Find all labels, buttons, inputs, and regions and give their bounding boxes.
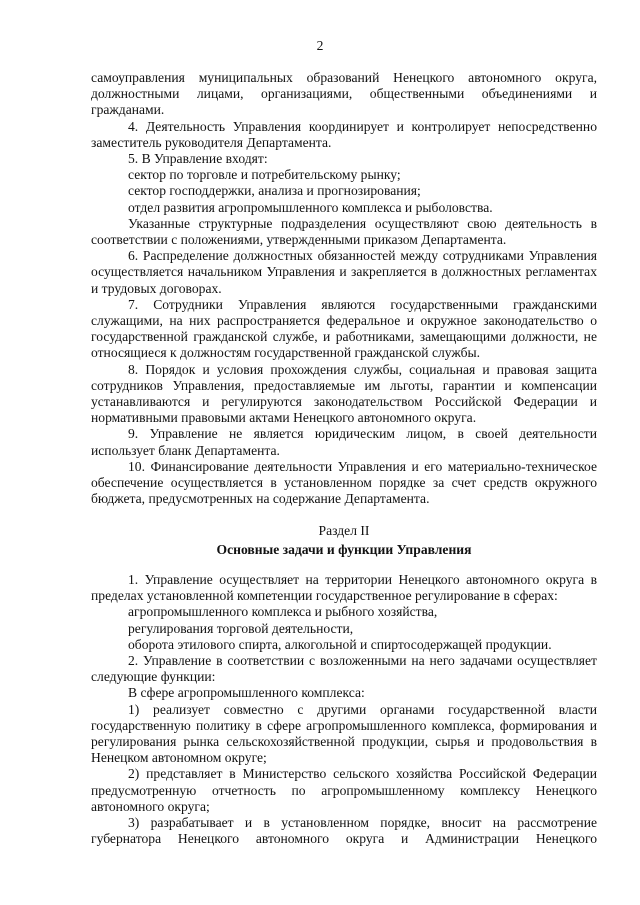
paragraph: оборота этилового спирта, алкогольной и спиртосодержащей продукции. [128,636,552,652]
paragraph: 1. Управление осуществляет на территории Ненецкого автономного округа в пределах установленной компетенции государственное регулирование в сферах: [91,571,597,604]
paragraph: 7. Сотрудники Управления являются государственными гражданскими служащими, на них распространяется федеральное и окружное законодательство о государственной гражданской службе, и работниками, замещающими должности, не относящиеся к должностям государственной гражданской службы. [91,296,597,361]
paragraph: самоуправления муниципальных образований Ненецкого автономного округа, должностными лицами, организациями, общественными объединениями и гражданами. [91,70,597,118]
document-body [91,70,597,847]
paragraph: регулирования торговой деятельности, [128,620,354,636]
paragraphs-bottom [91,572,597,847]
paragraph: 6. Распределение должностных обязанностей между сотрудниками Управления осуществляется начальником Управления и закрепляется в должностных регламентах и трудовых договорах. [91,248,597,296]
paragraph: 1) реализует совместно с другими органами государственной власти государственную политику в сфере агропромышленного комплекса, формирования и регулирования рынка сельскохозяйственной продукции, сырья и продовольствия в Ненецком автономном округе; [91,701,597,766]
section-title: Основные задачи и функции Управления [216,541,472,557]
section-label: Раздел II [318,523,370,539]
paragraph: 2) представляет в Министерство сельского хозяйства Российской Федерации предусмотренную отчетность по агропромышленному комплексу Ненецкого автономного округа; [91,766,597,814]
paragraph: 3) разрабатывает и в установленном порядке, вносит на рассмотрение губернатора Ненецкого автономного округа и Администрации Ненецкого [91,814,597,847]
paragraph: сектор по торговле и потребительскому рынку; [128,167,401,183]
paragraph: 4. Деятельность Управления координирует и контролирует непосредственно заместитель руководителя Департамента. [91,118,597,150]
paragraph: 8. Порядок и условия прохождения службы, социальная и правовая защита сотрудников Управления, предоставляемые им льготы, гарантии и компенсации устанавливаются и регулируются законодательством Российской Федерации и нормативными правовыми актами Ненецкого автономного округа. [91,361,597,426]
page-number: 2 [316,38,324,53]
paragraph: В сфере агропромышленного комплекса: [128,685,365,701]
paragraph: Указанные структурные подразделения осуществляют свою деятельность в соответствии с положениями, утвержденными приказом Департамента. [91,215,597,248]
paragraph: 2. Управление в соответствии с возложенными на него задачами осуществляет следующие функции: [91,652,597,685]
paragraph: отдел развития агропромышленного комплекса и рыболовства. [128,199,493,215]
paragraph: 9. Управление не является юридическим лицом, в своей деятельности использует бланк Департамента. [91,426,597,458]
paragraph: сектор господдержки, анализа и прогнозирования; [128,183,421,199]
paragraphs-top [91,70,597,507]
paragraph: 10. Финансирование деятельности Управления и его материально-техническое обеспечение осуществляется в установленном порядке за счет средств окружного бюджета, предусмотренных на содержание Департамента. [91,458,597,507]
paragraph: 5. В Управление входят: [128,151,268,167]
paragraph: агропромышленного комплекса и рыбного хозяйства, [128,604,438,620]
